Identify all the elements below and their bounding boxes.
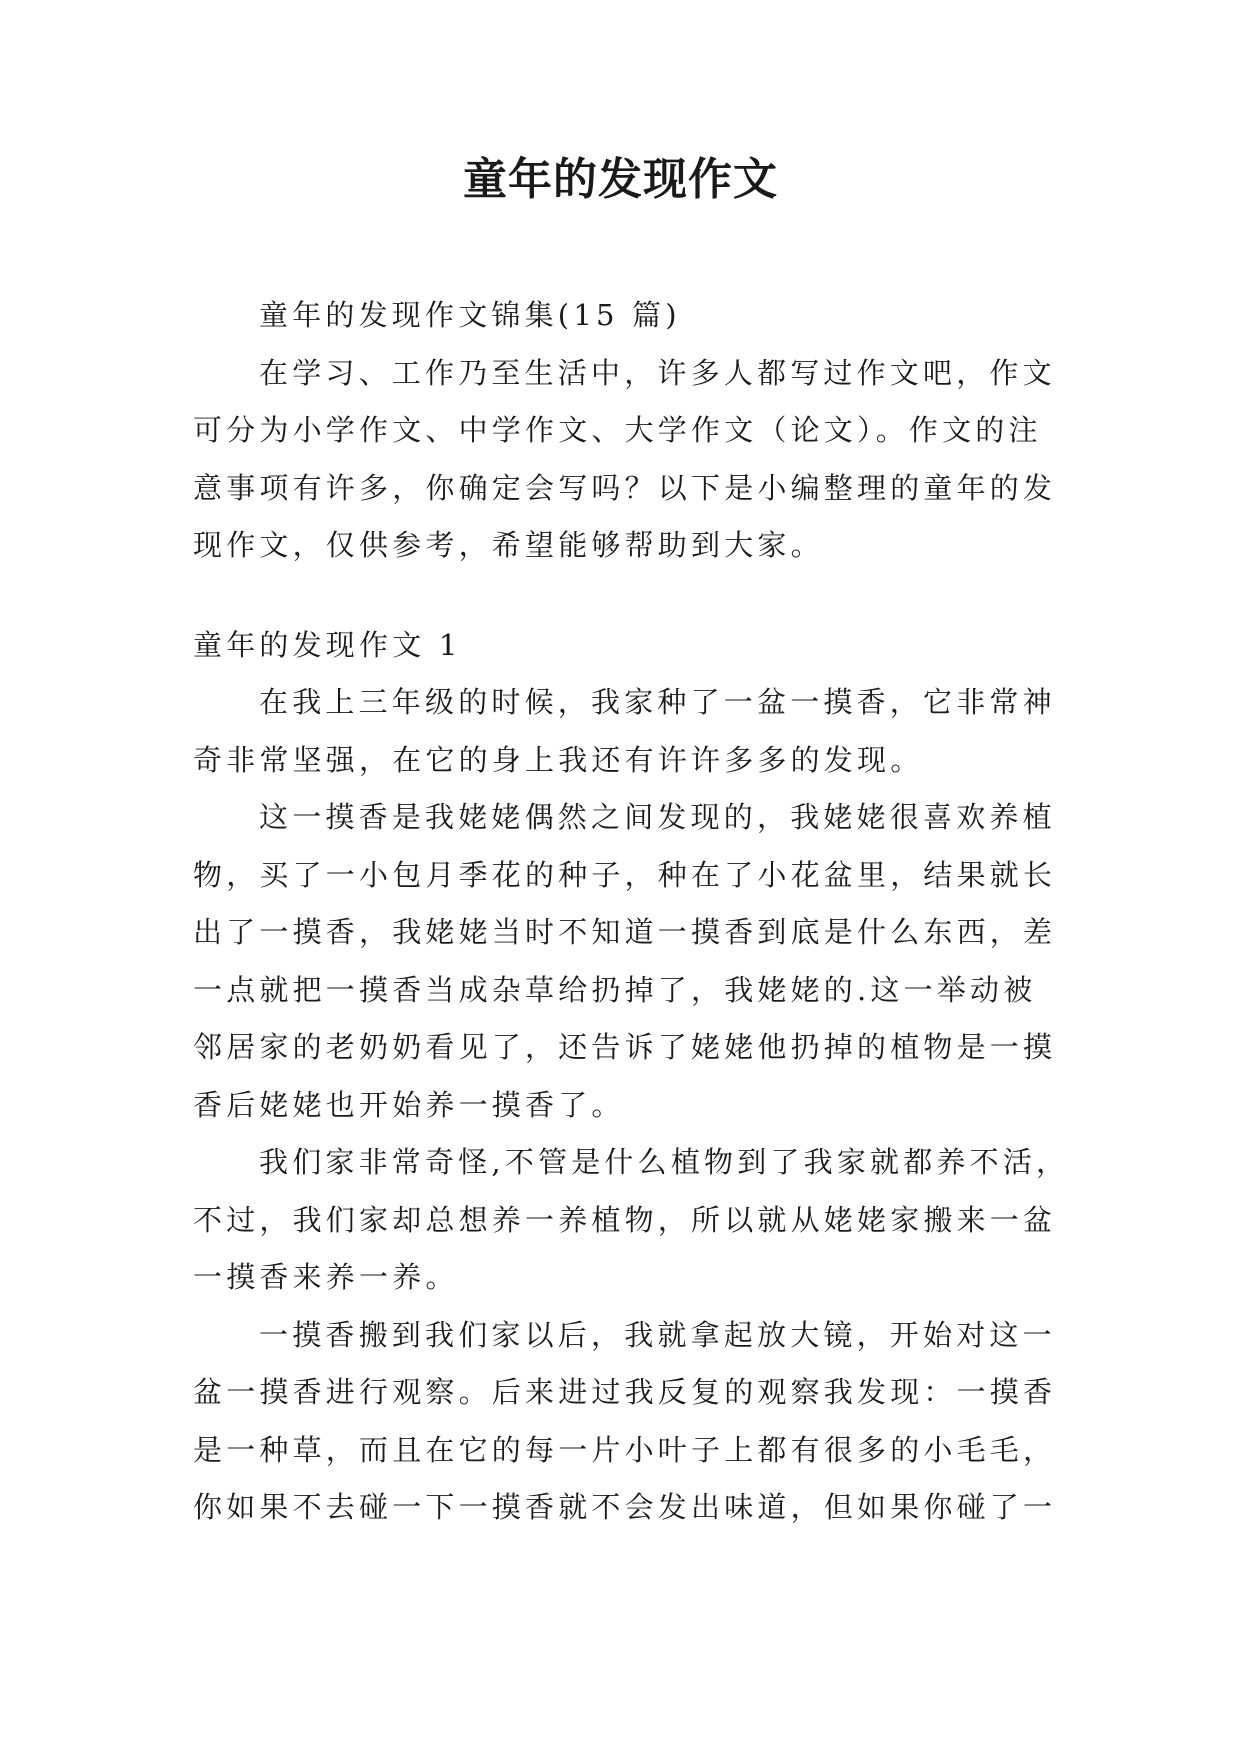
paragraph-line: 出了一摸香，我姥姥当时不知道一摸香到底是什么东西，差 <box>193 915 1057 949</box>
section-heading: 童年的发现作文 1 <box>193 627 462 662</box>
document-title: 童年的发现作文 <box>463 154 778 205</box>
paragraph-line: 在学习、工作乃至生活中，许多人都写过作文吧，作文 <box>259 355 1056 390</box>
paragraph-line: 奇非常坚强，在它的身上我还有许许多多的发现。 <box>193 742 924 777</box>
paragraph-line: 物，买了一小包月季花的种子，种在了小花盆里，结果就长 <box>193 857 1057 892</box>
paragraph-3 <box>193 1134 1070 1307</box>
paragraph-line: 香后姥姥也开始养一摸香了。 <box>193 1087 625 1122</box>
paragraph-4 <box>193 1307 1057 1537</box>
paragraph-line: 不过，我们家却总想养一养植物，所以就从姥姥家搬来一盆 <box>193 1202 1057 1237</box>
paragraph-line: 现作文，仅供参考，希望能够帮助到大家。 <box>193 528 824 562</box>
paragraph-line: 邻居家的老奶奶看见了，还告诉了姥姥他扔掉的植物是一摸 <box>193 1030 1057 1064</box>
paragraph-line: 一摸香搬到我们家以后，我就拿起放大镜，开始对这一 <box>259 1317 1056 1352</box>
paragraph-line: 意事项有许多，你确定会写吗？以下是小编整理的童年的发 <box>193 470 1057 505</box>
paragraph-line: 这一摸香是我姥姥偶然之间发现的，我姥姥很喜欢养植 <box>259 800 1056 834</box>
section-spacer <box>193 575 1053 617</box>
paragraph-line: 一摸香来养一养。 <box>193 1260 459 1294</box>
paragraph-2 <box>193 789 1057 1134</box>
paragraph-line: 是一种草，而且在它的每一片小叶子上都有很多的小毛毛， <box>193 1432 1057 1467</box>
paragraph-line: 可分为小学作文、中学作文、大学作文（论文）。作文的注 <box>193 413 1042 447</box>
document-body <box>193 287 1070 1537</box>
subtitle: 童年的发现作文锦集(15 篇) <box>259 298 681 332</box>
paragraph-line: 你如果不去碰一下一摸香就不会发出味道，但如果你碰了一 <box>193 1490 1057 1524</box>
paragraph-line: 一点就把一摸香当成杂草给扔掉了，我姥姥的.这一举动被 <box>193 972 1037 1007</box>
paragraph-line: 在我上三年级的时候，我家种了一盆一摸香，它非常神 <box>259 685 1056 719</box>
paragraph-1 <box>193 674 1056 789</box>
intro-paragraph <box>193 345 1057 575</box>
paragraph-line: 我们家非常奇怪,不管是什么植物到了我家就都养不活， <box>259 1145 1070 1179</box>
paragraph-line: 盆一摸香进行观察。后来进过我反复的观察我发现：一摸香 <box>193 1375 1057 1409</box>
